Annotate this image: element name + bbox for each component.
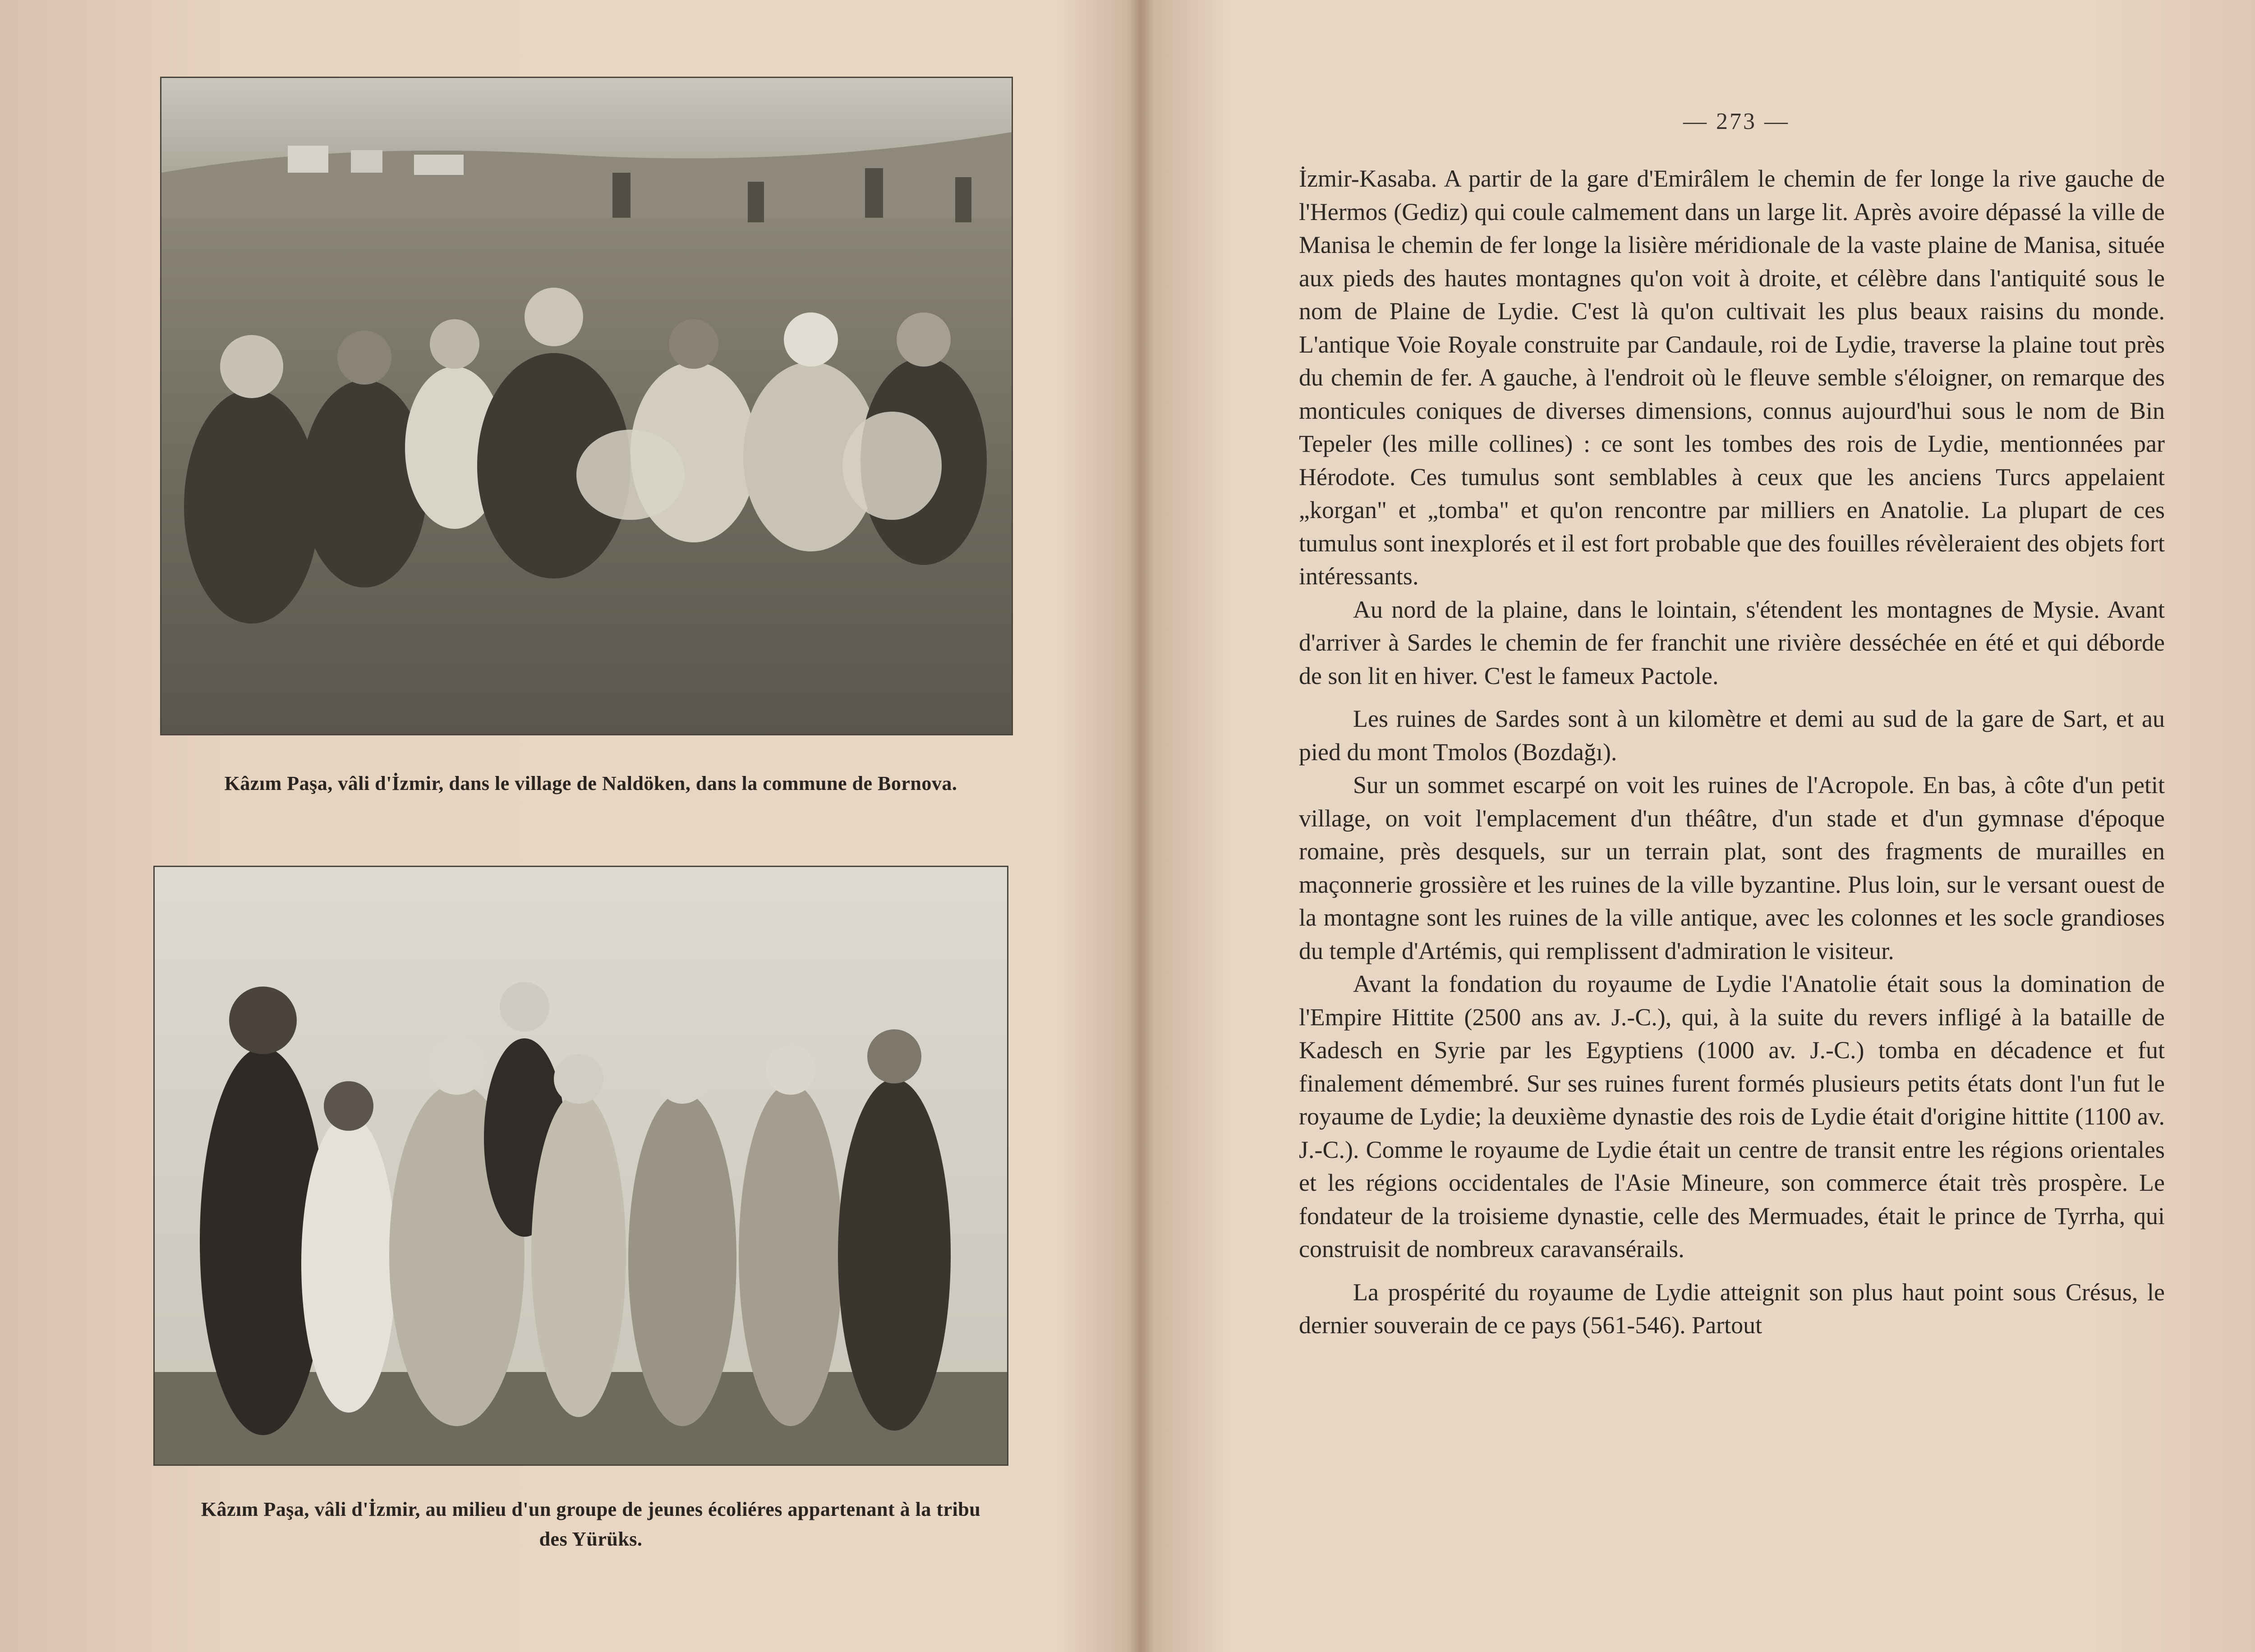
paragraph: Les ruines de Sardes sont à un kilomètre et demi au sud de la gare de Sart, et au pied du mont Tmolos (Bozdağı). <box>1299 705 2165 766</box>
paragraph: Sur un sommet escarpé on voit les ruines de l'Acropole. En bas, à côte d'un petit village, on voit l'emplacement d'un théâtre, d'un stade et d'un gymnase d'époque romaine, près desquels, sur un terrain plat, sont des fragments de murailles en maçonnerie grossière et les ruines de la ville byzantine. Plus loin, sur le versant ouest de la montagne sont les ruines de la ville antique, avec les colonnes et les socle grandioses du temple d'Artémis, qui remplissent d'admiration le visiteur. <box>1299 771 2165 964</box>
photo-yuruk-caption: Kâzım Paşa, vâli d'İzmir, au milieu d'un groupe de jeunes écoliéres appartenant à la tribu des Yürüks. <box>201 1498 981 1550</box>
photo-naldoken-village <box>160 77 1013 735</box>
body-text <box>1299 162 2165 1342</box>
photo-naldoken-caption: Kâzım Paşa, vâli d'İzmir, dans le village de Naldöken, dans la commune de Bornova. <box>224 772 957 794</box>
paragraph: İzmir-Kasaba. A partir de la gare d'Emirâlem le chemin de fer longe la rive gauche de l'Hermos (Gediz) qui coule calmement dans un large lit. Après avoire dépassé la ville de Manisa le chemin de fer longe la lisière méridionale de la vaste plaine de Manisa, située aux pieds des hautes montagnes qu'on voit à droite, et célèbre dans l'antiquité sous le nom de Plaine de Lydie. C'est là qu'on cultivait les plus beaux raisins du monde. L'antique Voie Royale construite par Candaule, roi de Lydie, traverse la plaine tout près du chemin de fer. A gauche, à l'endroit où le fleuve semble s'éloigner, on remarque des monticules coniques de diverses dimensions, connus aujourd'hui sous le nom de Bin Tepeler (les mille collines) : ce sont les tombes des rois de Lydie, mentionnées par Hérodote. Ces tumulus sont semblables à ceux que les anciens Turcs appelaient „korgan" et „tomba" et qu'on rencontre par milliers en Anatolie. La plupart de ces tumulus sont inexplorés et il est fort probable que des fouilles révèleraient des objets fort intéressants. <box>1299 165 2165 590</box>
paragraph: Au nord de la plaine, dans le lointain, s'étendent les montagnes de Mysie. Avant d'arriver à Sardes le chemin de fer franchit une rivière desséchée en été et qui déborde de son lit en hiver. C'est le fameux Pactole. <box>1299 596 2165 689</box>
photo-yuruk-schoolgirls <box>153 866 1008 1466</box>
paragraph: Avant la fondation du royaume de Lydie l'Anatolie était sous la domination de l'Empire Hittite (2500 ans av. J.-C.), qui, à la suite du revers infligé à la bataille de Kadesch en Syrie par les Egyptiens (1000 av. J.-C.) tomba en décadence et fut finalement démembré. Sur ses ruines furent formés plusieurs petits états dont l'un fut le royaume de Lydie; la deuxième dynastie des rois de Lydie était d'origine hittite (1100 av. J.-C.). Comme le royaume de Lydie était un centre de transit entre les régions orientales et les régions occidentales de l'Asie Mineure, son commerce était très prospère. Le fondateur de la troisieme dynastie, celle des Mermuades, était le prince de Tyrrha, qui construisit de nombreux caravansérails. <box>1299 970 2165 1262</box>
page-number: — 273 — <box>1683 109 1790 134</box>
photo-yuruk-image <box>155 867 1007 1464</box>
paragraph: La prospérité du royaume de Lydie atteignit son plus haut point sous Crésus, le dernier souverain de ce pays (561-546). Partout <box>1299 1278 2165 1339</box>
photo-naldoken-image <box>161 78 1012 734</box>
